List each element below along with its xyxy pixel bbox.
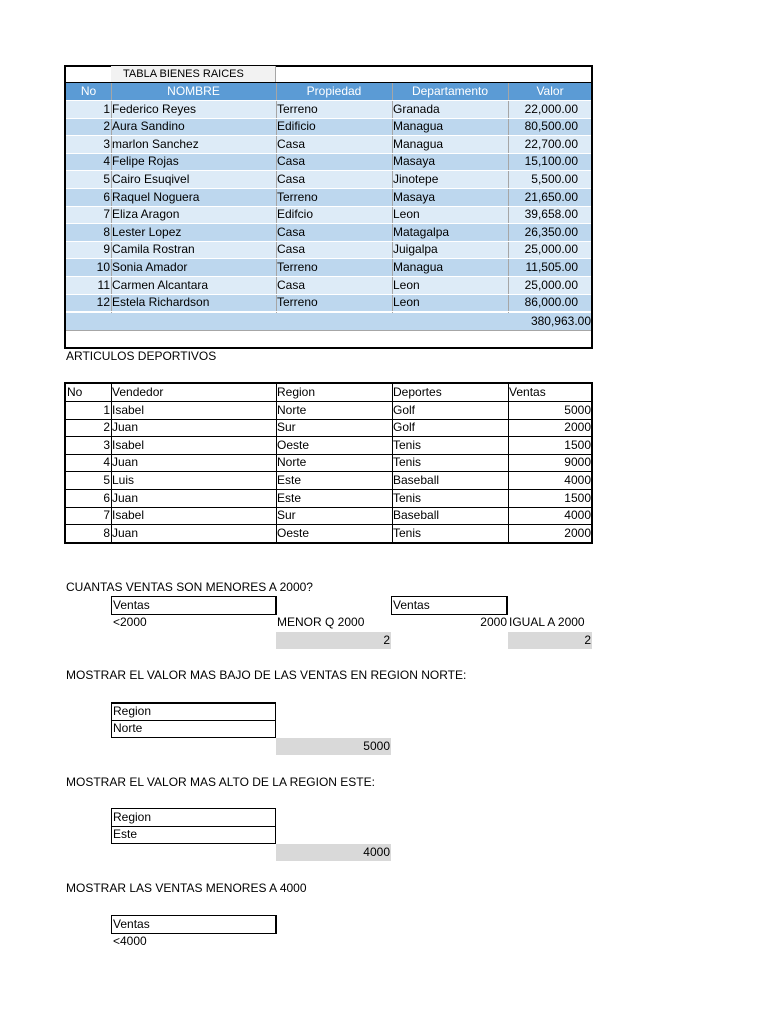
cell-dept: Managua	[393, 136, 444, 151]
cell-type: Casa	[277, 171, 306, 186]
cell-no: 8	[103, 224, 110, 239]
cell-type: Casa	[277, 224, 306, 239]
cell-sales: 2000	[564, 420, 591, 435]
cell-name: Federico Reyes	[112, 101, 197, 116]
cell-type: Casa	[277, 154, 306, 169]
cell-region: Norte	[277, 402, 307, 417]
q1-criteria2-value: 2000	[480, 615, 507, 629]
cell-name: Lester Lopez	[112, 224, 182, 239]
cell-sales: 4000	[564, 472, 591, 487]
cell-seller: Juan	[112, 455, 139, 470]
q3-question: MOSTRAR EL VALOR MAS ALTO DE LA REGION ESTE:	[66, 775, 375, 789]
cell-region: Oeste	[277, 437, 310, 452]
cell-no: 5	[103, 472, 110, 487]
row-divider	[66, 436, 591, 437]
cell-dept: Matagalpa	[393, 224, 450, 239]
cell-name: Estela Richardson	[112, 295, 210, 310]
cell-name: Carmen Alcantara	[112, 277, 209, 292]
q1-label-menor: MENOR Q 2000	[277, 615, 365, 629]
cell-region: Norte	[277, 455, 307, 470]
cell-no: 4	[103, 154, 110, 169]
cell-sales: 1500	[564, 490, 591, 505]
cell-type: Terreno	[277, 295, 318, 310]
cell-value: 80,500.00	[524, 119, 578, 134]
q2-criteria-value: Norte	[113, 721, 143, 735]
cell-no: 3	[103, 136, 110, 151]
sports-header-sport: Deportes	[393, 385, 442, 399]
cell-name: marlon Sanchez	[112, 136, 199, 151]
row-divider	[66, 188, 591, 189]
cell-sales: 5000	[564, 402, 591, 417]
q1-result-igual: 2	[584, 633, 591, 647]
cell-seller: Juan	[112, 420, 139, 435]
column-divider	[111, 384, 112, 542]
real-estate-header-name: NOMBRE	[167, 84, 220, 98]
row-divider	[66, 100, 591, 101]
cell-seller: Juan	[112, 490, 139, 505]
cell-seller: Isabel	[112, 402, 145, 417]
cell-dept: Granada	[393, 101, 440, 116]
cell-value: 5,500.00	[531, 171, 578, 186]
row-divider	[66, 206, 591, 207]
row-divider	[66, 153, 591, 154]
real-estate-header-no: No	[80, 84, 97, 98]
cell-name: Raquel Noguera	[112, 189, 200, 204]
cell-no: 2	[103, 119, 110, 134]
row-divider	[66, 524, 591, 525]
row-divider	[66, 135, 591, 136]
cell-region: Sur	[277, 420, 296, 435]
sports-header-no: No	[67, 385, 83, 399]
cell-value: 26,350.00	[524, 224, 578, 239]
cell-value: 11,505.00	[525, 259, 578, 274]
cell-seller: Isabel	[112, 437, 145, 452]
cell-no: 3	[103, 437, 110, 452]
cell-type: Terreno	[277, 259, 318, 274]
cell-no: 7	[103, 207, 110, 222]
cell-type: Casa	[277, 136, 306, 151]
cell-sport: Tenis	[393, 525, 422, 540]
column-divider	[508, 384, 509, 542]
row-divider	[66, 454, 591, 455]
cell-no: 6	[103, 189, 110, 204]
q4-criteria-value: <4000	[113, 934, 147, 948]
row-divider	[66, 489, 591, 490]
cell-name: Camila Rostran	[112, 242, 195, 257]
cell-name: Eliza Aragon	[112, 207, 180, 222]
cell-value: 39,658.00	[524, 207, 578, 222]
real-estate-header-type: Propiedad	[306, 84, 362, 98]
cell-value: 25,000.00	[524, 242, 578, 257]
real-estate-header-value: Valor	[536, 84, 564, 98]
q4-criteria-header: Ventas	[113, 917, 150, 931]
q1-result-menor: 2	[383, 633, 390, 647]
cell-seller: Juan	[112, 525, 139, 540]
cell-type: Casa	[277, 277, 306, 292]
q3-criteria-header: Region	[113, 810, 152, 824]
cell-sport: Baseball	[393, 472, 440, 487]
cell-no: 6	[103, 490, 110, 505]
cell-sport: Tenis	[393, 490, 422, 505]
cell-sport: Golf	[393, 420, 416, 435]
cell-type: Edificio	[277, 119, 316, 134]
row-divider	[66, 507, 591, 508]
row-divider	[66, 542, 591, 543]
cell-name: Cairo Esuqivel	[112, 171, 190, 186]
q2-criteria-header: Region	[113, 704, 152, 718]
cell-sales: 2000	[564, 525, 591, 540]
real-estate-header-dept: Departamento	[411, 84, 489, 98]
row-divider	[66, 294, 591, 295]
row-divider	[66, 419, 591, 420]
cell-sport: Tenis	[393, 437, 422, 452]
cell-value: 25,000.00	[524, 277, 578, 292]
cell-sales: 1500	[564, 437, 591, 452]
cell-type: Terreno	[277, 189, 318, 204]
q3-result: 4000	[363, 845, 390, 859]
cell-dept: Masaya	[393, 189, 436, 204]
cell-dept: Managua	[393, 119, 444, 134]
sports-header-seller: Vendedor	[112, 385, 164, 399]
cell-dept: Leon	[393, 207, 420, 222]
cell-sales: 4000	[564, 508, 591, 523]
cell-dept: Managua	[393, 259, 444, 274]
cell-value: 21,650.00	[524, 189, 578, 204]
q1-question: CUANTAS VENTAS SON MENORES A 2000?	[66, 580, 313, 594]
cell-no: 8	[103, 525, 110, 540]
cell-dept: Masaya	[393, 154, 436, 169]
cell-no: 1	[103, 101, 110, 116]
cell-name: Aura Sandino	[112, 119, 185, 134]
sports-title: ARTICULOS DEPORTIVOS	[66, 349, 217, 363]
q1-criteria-header: Ventas	[113, 598, 150, 612]
row-divider	[66, 223, 591, 224]
q2-result: 5000	[363, 739, 390, 753]
cell-no: 5	[103, 171, 110, 186]
cell-seller: Isabel	[112, 508, 145, 523]
q1-criteria2-header: Ventas	[393, 598, 430, 612]
cell-type: Terreno	[277, 101, 318, 116]
cell-no: 12	[96, 295, 110, 310]
cell-no: 4	[103, 455, 110, 470]
cell-dept: Jinotepe	[393, 171, 439, 186]
sports-header-region: Region	[277, 385, 316, 399]
cell-no: 7	[103, 508, 110, 523]
cell-region: Sur	[277, 508, 296, 523]
row-divider	[66, 170, 591, 171]
real-estate-title: TABLA BIENES RAICES	[123, 68, 244, 80]
cell-type: Edifcio	[277, 207, 314, 222]
sports-header-sales: Ventas	[509, 385, 546, 399]
cell-value: 22,000.00	[524, 101, 578, 116]
cell-no: 11	[97, 277, 110, 292]
q3-criteria-value: Este	[113, 827, 138, 841]
row-divider	[66, 258, 591, 259]
cell-region: Este	[277, 490, 302, 505]
cell-value: 22,700.00	[524, 136, 578, 151]
q2-question: MOSTRAR EL VALOR MAS BAJO DE LAS VENTAS EN REGION NORTE:	[66, 668, 467, 682]
cell-sales: 9000	[564, 455, 591, 470]
cell-dept: Leon	[393, 277, 420, 292]
q1-label-igual: IGUAL A 2000	[509, 615, 585, 629]
column-divider	[392, 384, 393, 542]
cell-value: 15,100.00	[524, 154, 578, 169]
cell-sport: Tenis	[393, 455, 422, 470]
cell-dept: Leon	[393, 295, 420, 310]
cell-no: 1	[103, 402, 110, 417]
row-divider	[66, 401, 591, 402]
cell-name: Sonia Amador	[112, 259, 188, 274]
cell-dept: Juigalpa	[393, 242, 438, 257]
cell-region: Este	[277, 472, 302, 487]
row-divider	[66, 471, 591, 472]
cell-seller: Luis	[112, 472, 135, 487]
q1-criteria-value: <2000	[113, 615, 147, 629]
cell-sport: Golf	[393, 402, 416, 417]
row-divider	[66, 241, 591, 242]
real-estate-total: 380,963.00	[530, 314, 591, 328]
cell-sport: Baseball	[393, 508, 440, 523]
total-divider	[66, 330, 591, 331]
cell-no: 2	[103, 420, 110, 435]
cell-region: Oeste	[277, 525, 310, 540]
cell-no: 9	[103, 242, 110, 257]
cell-no: 10	[96, 259, 110, 274]
cell-type: Casa	[277, 242, 306, 257]
column-divider	[276, 384, 277, 542]
cell-name: Felipe Rojas	[112, 154, 179, 169]
cell-value: 86,000.00	[524, 295, 578, 310]
q4-question: MOSTRAR LAS VENTAS MENORES A 4000	[66, 881, 307, 895]
row-divider	[66, 118, 591, 119]
row-divider	[66, 276, 591, 277]
